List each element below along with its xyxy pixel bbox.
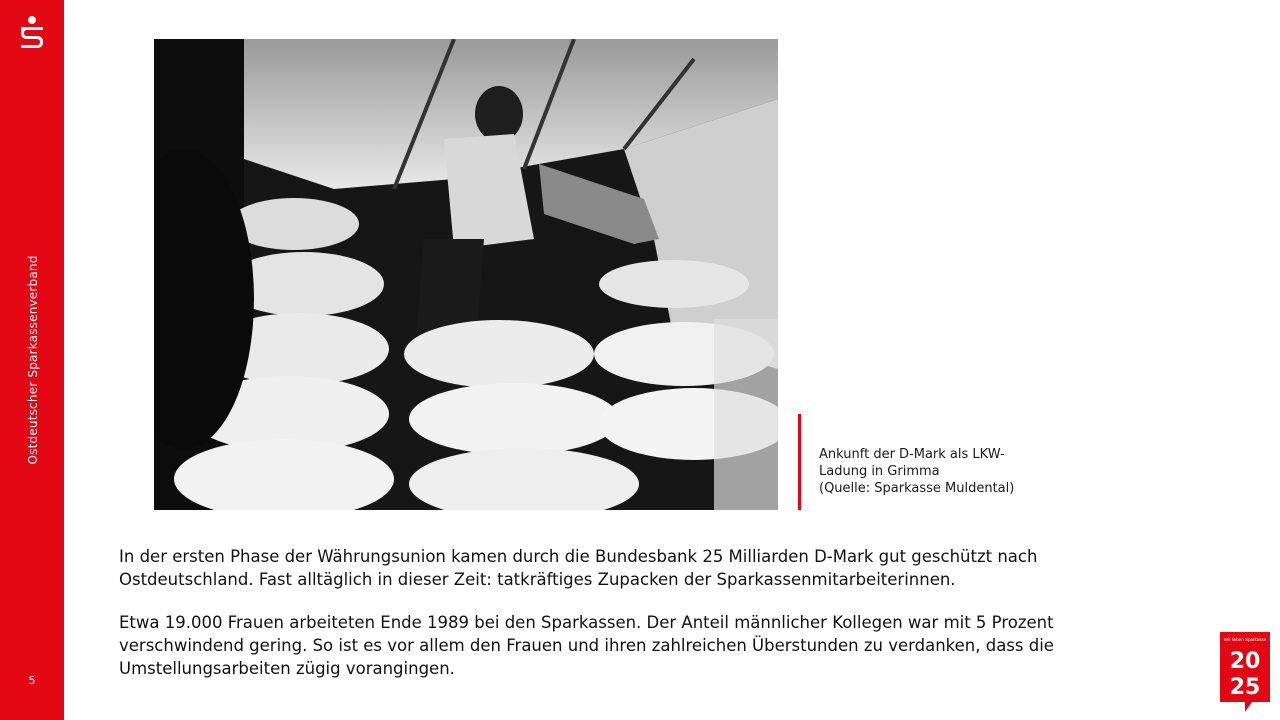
paragraph: Etwa 19.000 Frauen arbeiteten Ende 1989 bei den Sparkassen. Der Anteil männlicher Kollegen war mit 5 Prozent verschwindend gering. So ist es vor allem den Frauen und ihren zahlreichen Überstunden zu verdanken, dass die Umstellungsarbeiten zügig vorangingen. [119,613,1054,678]
badge-year-top: 20 [1229,649,1261,674]
caption-line: Ladung in Grimma [819,464,940,479]
paragraph: In der ersten Phase der Währungsunion kamen durch die Bundesbank 25 Milliarden D-Mark gut geschützt nach Ostdeutschland. Fast alltäglich in dieser Zeit: tatkräftiges Zupacken der Sparkassenmitarbeiterinnen. [119,547,1038,589]
photo-caption [819,446,1039,497]
historic-photo [154,39,778,510]
caption-line: Ankunft der D-Mark als LKW- [819,447,1005,462]
caption-line: (Quelle: Sparkasse Muldental) [819,481,1015,496]
body-text [119,545,1079,700]
organization-name: Ostdeutscher Sparkassenverband [26,255,40,465]
brand-sidebar [0,0,64,720]
badge-tagline: Wir lieben Sparkasse [1223,637,1267,642]
caption-accent-bar [798,414,801,510]
anniversary-badge-icon [1220,632,1270,712]
badge-year-bottom: 25 [1229,675,1261,700]
page-number: 5 [28,674,36,687]
sparkasse-logo-icon [18,16,46,52]
